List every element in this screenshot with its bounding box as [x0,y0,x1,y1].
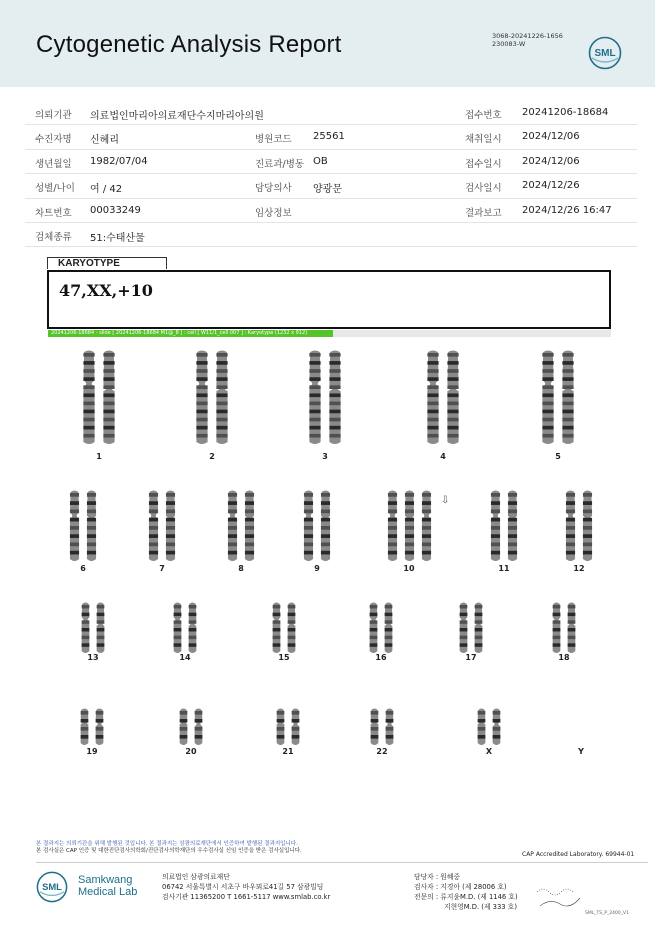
patient-info-table [25,101,637,247]
hospital-code: 25561 [313,131,345,143]
organization-info [162,872,330,902]
chromosome-14 [172,602,183,654]
cap-accreditation: CAP Accredited Laboratory. 69944-01 [522,851,635,858]
chromosome-5 [540,350,556,445]
footer-divider [36,862,648,863]
chromosome-3 [327,350,343,445]
department: OB [313,155,328,167]
chromosome-10 [420,490,433,562]
label-specimen-type: 검체종류 [35,231,72,243]
image-caption: 20241206-18684 - slide [ 20241206-18684 M1@_8 ] : cell [ W11/1_cell 007 ] : Karyotype (1232 x 912) [51,330,308,336]
label-receipt-number: 접수번호 [465,110,502,121]
chromosome-label: 10 [403,564,415,573]
staff-specialist-2: 지현영M.D. (제 333 호) [444,903,518,911]
chromosome-label: 1 [96,452,102,461]
chromosome-18 [566,602,577,654]
chart-number: 00033249 [90,204,141,216]
staff-tester: 검사자 : 지경아 (제 28006 호) [414,883,507,891]
label-requesting-institution: 의뢰기관 [35,110,72,121]
disclaimer-line-1: 본 결과지는 의뢰기관을 위해 발행된 것입니다. 본 결과지는 삼광의료재단에서 인증하여 발행된 결과지입니다. [36,841,298,847]
chromosome-label: 3 [322,452,328,461]
receipt-date: 2024/12/06 [522,155,580,167]
chromosome-9 [319,490,332,562]
chromosome-8 [243,490,256,562]
samkwang-logo-text: SML [42,880,62,892]
samkwang-logo-icon [36,871,68,903]
chromosome-label: 4 [440,452,446,461]
test-date: 2024/12/26 [522,180,580,192]
label-patient-name: 수진자명 [35,134,72,146]
label-test-date: 검사일시 [465,183,502,195]
chromosome-6 [68,490,81,562]
form-code: SML_TS_P_2400_V1 [585,911,629,916]
chromosome-label: 8 [238,564,244,573]
image-caption-fill [48,330,333,337]
chromosome-20 [193,708,204,746]
chromosome-label: 5 [555,452,561,461]
chromosome-8 [226,490,239,562]
chromosome-label: Y [578,747,584,756]
chromosome-1 [81,350,97,445]
info-row [25,174,637,198]
info-row [25,150,637,174]
chromosome-2 [194,350,210,445]
chromosome-19 [79,708,90,746]
chromosome-15 [286,602,297,654]
brand-line-1: Samkwang [78,874,133,886]
chromosome-4 [425,350,441,445]
signature-scribble [535,880,585,910]
chromosome-label: 9 [314,564,320,573]
report-header [0,0,655,87]
sml-logo-icon [588,36,622,70]
chromosome-label: 19 [86,747,98,756]
chromosome-2 [214,350,230,445]
label-clinical-info: 임상정보 [255,207,292,219]
chromosome-label: 18 [558,653,570,662]
chromosome-11 [489,490,502,562]
mouse-cursor-icon: ⇩ [441,495,450,506]
patient-name: 신혜리 [90,135,119,147]
info-row [25,223,637,247]
chromosome-11 [506,490,519,562]
chromosome-19 [94,708,105,746]
info-row [25,199,637,223]
chromosome-10 [386,490,399,562]
chromosome-14 [187,602,198,654]
chromosome-label: 13 [87,653,99,662]
chromosome-label: 11 [498,564,510,573]
label-hospital-code: 병원코드 [255,134,292,146]
specimen-type: 51:수태산물 [90,232,145,244]
karyotype-tab: KARYOTYPE [47,257,167,269]
chromosome-21 [275,708,286,746]
chromosome-label: 15 [278,653,290,662]
chromosome-5 [560,350,576,445]
label-sex-age: 성별/나이 [35,183,75,195]
chromosome-label: 12 [573,564,585,573]
staff-info [414,872,518,912]
report-title: Cytogenetic Analysis Report [36,31,342,58]
chromosome-label: 17 [465,653,477,662]
reference-code [492,32,563,48]
label-collection-date: 채취일시 [465,134,502,146]
chromosome-17 [473,602,484,654]
chromosome-12 [564,490,577,562]
disclaimer [36,841,302,855]
chromosome-22 [384,708,395,746]
org-contact: 검사기관 11365200 T 1661-5117 www.smlab.co.kr [162,893,331,901]
chromosome-12 [581,490,594,562]
chromosome-label: X [485,747,493,756]
chromosome-15 [271,602,282,654]
chromosome-17 [458,602,469,654]
brand-line-2: Medical Lab [78,886,138,898]
chromosome-9 [302,490,315,562]
collection-date: 2024/12/06 [522,131,580,143]
chromosome-22 [369,708,380,746]
label-chart-number: 차트번호 [35,207,72,219]
chromosome-20 [178,708,189,746]
chromosome-label: 7 [159,564,165,573]
info-row [25,101,637,125]
karyotype-result: 47,XX,+10 [59,281,153,300]
chromosome-18 [551,602,562,654]
org-address: 06742 서울특별시 서초구 바우뫼로41길 57 삼광빌딩 [162,883,324,891]
chromosome-21 [290,708,301,746]
label-department: 진료과/병동 [255,158,305,170]
karyogram [0,340,655,760]
receipt-number: 20241206-18684 [522,107,609,118]
ref-line-1: 3068-20241226-1656 [492,32,563,40]
chromosome-label: 14 [179,653,191,662]
org-name: 의료법인 삼광의료재단 [162,873,230,881]
chromosome-13 [95,602,106,654]
ref-line-2: 230083-W [492,40,526,48]
chromosome-label: 21 [282,747,294,756]
chromosome-3 [307,350,323,445]
chromosome-16 [368,602,379,654]
label-report-date: 결과보고 [465,207,502,219]
sml-logo-text: SML [594,48,616,59]
chromosome-16 [383,602,394,654]
chromosome-7 [164,490,177,562]
chromosome-6 [85,490,98,562]
disclaimer-line-2: 본 검사실은 CAP 인증 및 대한진단검사의학회/진단검사의학재단의 우수검사실 신임 인증을 받은 검사실입니다. [36,848,302,854]
chromosome-4 [445,350,461,445]
chromosome-10 [403,490,416,562]
brand-name [78,874,137,898]
chromosome-label: 6 [80,564,86,573]
label-receipt-date: 접수일시 [465,158,502,170]
chromosome-X [491,708,502,746]
birth-date: 1982/07/04 [90,155,148,167]
chromosome-label: 2 [209,452,215,461]
label-birth-date: 생년월일 [35,158,72,170]
label-physician: 담당의사 [255,183,292,195]
chromosome-7 [147,490,160,562]
physician: 양광문 [313,184,342,196]
staff-manager: 담당자 : 원혜중 [414,873,461,881]
report-date: 2024/12/26 16:47 [522,204,612,216]
chromosome-1 [101,350,117,445]
requesting-institution: 의료법인마리아의료재단수지마리아의원 [90,111,264,122]
staff-specialist-1: 전문의 : 류지윤M.D. (제 1146 호) [414,893,518,901]
chromosome-X [476,708,487,746]
karyotype-result-box [47,270,611,329]
image-caption-bar [48,330,611,337]
sex-age: 여 / 42 [90,184,123,196]
chromosome-label: 22 [376,747,388,756]
chromosome-label: 20 [185,747,197,756]
info-row [25,125,637,149]
chromosome-label: 16 [375,653,387,662]
chromosome-13 [80,602,91,654]
